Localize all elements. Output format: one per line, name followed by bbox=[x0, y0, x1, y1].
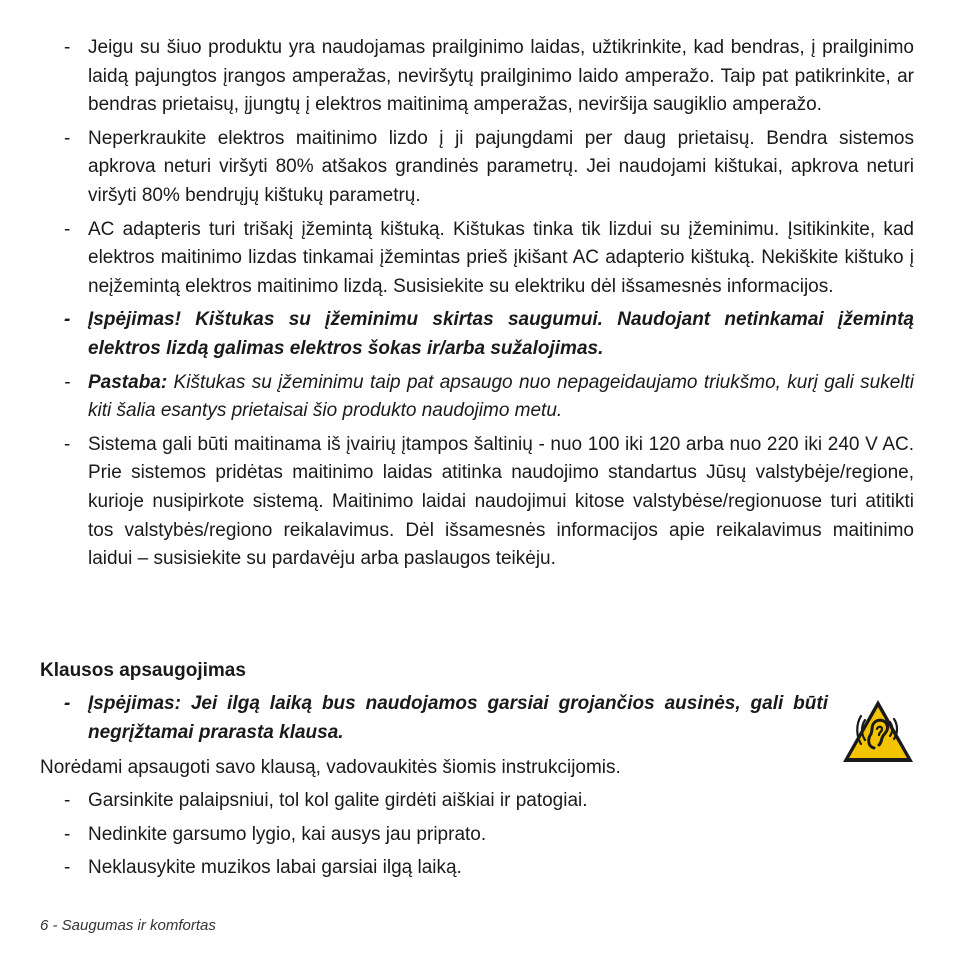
bullet-dash: - bbox=[64, 371, 71, 393]
warning-text: Įspėjimas: Jei ilgą laiką bus naudojamos garsiai grojančios ausinės, gali būti negrįžtamai prarasta klausa. bbox=[88, 693, 828, 743]
bullet-dash: - bbox=[64, 433, 71, 455]
list-item bbox=[0, 854, 914, 883]
hearing-warning-icon bbox=[841, 698, 915, 764]
list-item bbox=[0, 787, 914, 816]
note-item bbox=[0, 369, 914, 426]
bullet-dash: - bbox=[64, 693, 71, 714]
bullet-dash: - bbox=[64, 309, 71, 331]
item-text: Sistema gali būti maitinama iš įvairių įtampos šaltinių - nuo 100 iki 120 arba nuo 220 iki 240 V AC. Prie sistemos pridėtas maitinimo laidas atitinka naudojimo standartus Jūsų valstybėje/regione, kurioje nusipirkote sistemą. Maitinimo laidai naudojimui kitose valstybėse/regionuose turi atitikti tos valstybės/regiono reikalavimus. Dėl išsamesnės informacijos apie reikalavimus maitinimo laidui – susisiekite su pardavėju arba paslaugos teikėju. bbox=[88, 433, 914, 570]
note-text: Kištukas su įžeminimu taip pat apsaugo nuo nepageidaujamo triukšmo, kurį gali sukelti kiti šalia esantys prietaisai šio produkto naudojimo metu. bbox=[88, 371, 914, 422]
warning-item bbox=[0, 690, 828, 747]
hearing-warning bbox=[0, 690, 954, 752]
page-footer: 6 - Saugumas ir komfortas bbox=[40, 917, 216, 934]
list-item bbox=[0, 431, 914, 574]
item-text: Garsinkite palaipsniui, tol kol galite girdėti aiškiai ir patogiai. bbox=[88, 790, 588, 811]
item-text: Neperkraukite elektros maitinimo lizdo į ji pajungdami per daug prietaisų. Bendra sistemos apkrova neturi viršyti 80% atšakos grandinės parametrų. Jei naudojami kištukai, apkrova neturi viršyti 80% bendrųjų kištukų parametrų. bbox=[88, 127, 914, 206]
warning-item bbox=[0, 306, 914, 363]
bullet-dash: - bbox=[64, 218, 71, 240]
note-label: Pastaba: bbox=[88, 371, 168, 393]
hearing-list bbox=[0, 787, 954, 888]
item-text: Nedinkite garsumo lygio, kai ausys jau priprato. bbox=[88, 823, 487, 845]
bullet-dash: - bbox=[64, 37, 71, 58]
list-item bbox=[0, 34, 914, 120]
intro-text: Norėdami apsaugoti savo klausą, vadovaukitės šiomis instrukcijomis. bbox=[40, 757, 621, 778]
list-item bbox=[0, 125, 914, 211]
bullet-dash: - bbox=[64, 823, 71, 845]
bullet-dash: - bbox=[64, 857, 71, 879]
safety-list bbox=[0, 34, 954, 579]
list-item bbox=[0, 216, 914, 302]
list-item bbox=[0, 821, 914, 850]
item-text: Jeigu su šiuo produktu yra naudojamas prailginimo laidas, užtikrinkite, kad bendras, į prailginimo laidą pajungtos įrangos amperažas, neviršytų prailginimo laido amperažo. Taip pat patikrinkite, ar bendras prietaisų, įjungtų į elektros maitinimą amperažas, neviršija saugiklio amperažo. bbox=[88, 37, 914, 116]
bullet-dash: - bbox=[64, 790, 71, 811]
bullet-dash: - bbox=[64, 127, 71, 149]
section-heading: Klausos apsaugojimas bbox=[40, 660, 246, 681]
warning-text: Įspėjimas! Kištukas su įžeminimu skirtas saugumui. Naudojant netinkamai įžemintą elektros lizdą galimas elektros šokas ir/arba sužalojimas. bbox=[88, 309, 914, 359]
item-text: Neklausykite muzikos labai garsiai ilgą laiką. bbox=[88, 857, 462, 879]
item-text: AC adapteris turi trišakį įžemintą kištuką. Kištukas tinka tik lizdui su įžeminimu. Įsitikinkite, kad elektros maitinimo lizdas tinkamai įžemintas prieš įkišant AC adapterio kištuką. Nekiškite kištuko į neįžemintą elektros maitinimo lizdą. Susisiekite su elektriku dėl išsamesnės informacijos. bbox=[88, 218, 914, 297]
